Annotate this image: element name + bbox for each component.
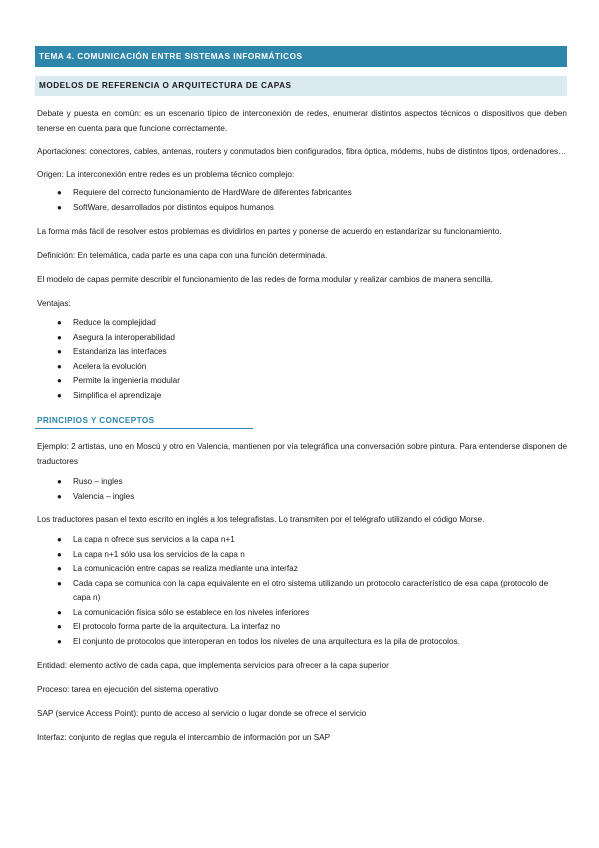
list-item: ● La comunicación física sólo se establece en los niveles inferiores [35, 606, 567, 621]
traductores-list [35, 475, 567, 504]
list-item: ● Requiere del correcto funcionamiento de HardWare de diferentes fabricantes [35, 186, 567, 201]
list-item: ● Simplifica el aprendizaje [35, 389, 567, 404]
bullet-icon: ● [57, 318, 62, 327]
list-item: ● Reduce la complejidad [35, 316, 567, 331]
bullet-icon: ● [57, 564, 62, 573]
paragraph-ejemplo: Ejemplo: 2 artistas, uno en Moscú y otro en Valencia, mantienen por vía telegráfica una conversación sobre pintura. Para entenderse disponen de traductores [37, 442, 567, 466]
bullet-icon: ● [57, 188, 62, 197]
paragraph-traductores: Los traductores pasan el texto escrito en inglés a los telegrafistas. Lo transmiten por el telégrafo utilizando el código Morse. [37, 515, 485, 524]
document-content [35, 46, 567, 745]
paragraph-modelo: El modelo de capas permite describir el funcionamiento de las redes de forma modular y realizar cambios de manera sencilla. [37, 275, 493, 284]
list-item: ● La capa n ofrece sus servicios a la capa n+1 [35, 533, 567, 548]
bullet-icon: ● [57, 332, 62, 342]
bullet-icon: ● [57, 361, 62, 371]
bullet-icon: ● [57, 535, 62, 544]
paragraph-interfaz: Interfaz: conjunto de reglas que regula el intercambio de información por un SAP [37, 733, 331, 742]
list-item: ● Ruso – ingles [35, 475, 567, 490]
bullet-icon: ● [57, 578, 62, 588]
list-item: ● La capa n+1 sólo usa los servicios de la capa n [35, 548, 567, 563]
list-item: ● Cada capa se comunica con la capa equivalente en el otro sistema utilizando un protocolo característico de esa capa (protocolo de capa n) [57, 578, 549, 602]
paragraph-origen: Origen: La interconexión entre redes es un problema técnico complejo: [37, 170, 295, 179]
paragraph-aportaciones: Aportaciones: conectores, cables, antenas, routers y conmutados bien configurados, fibra óptica, módems, hubs de distintos tipos, ordenadores… [37, 147, 567, 156]
paragraph-proceso: Proceso: tarea en ejecución del sistema operativo [37, 685, 219, 694]
paragraph-ventajas: Ventajas: [37, 299, 71, 308]
origen-list [35, 186, 567, 215]
subsection-heading: PRINCIPIOS Y CONCEPTOS [35, 416, 253, 429]
bullet-icon: ● [57, 477, 62, 486]
list-item: ● Acelera la evolución [35, 360, 567, 375]
bullet-icon: ● [57, 491, 62, 501]
bullet-icon: ● [57, 636, 62, 646]
ventajas-list [35, 316, 567, 403]
list-item: ● Valencia – ingles [35, 490, 567, 505]
bullet-icon: ● [57, 607, 62, 617]
list-item: ● Permite la ingeniería modular [35, 374, 567, 389]
paragraph-debate: Debate y puesta en común: es un escenario típico de interconexión de redes, enumerar distintos aspectos técnicos o dispositivos que deben tenerse en cuenta para que funcione correctamente. [37, 109, 567, 133]
paragraph-definicion: Definición: En telemática, cada parte es una capa con una función determinada. [37, 251, 328, 260]
bullet-icon: ● [57, 390, 62, 400]
bullet-icon: ● [57, 549, 62, 559]
list-item: ● La comunicación entre capas se realiza mediante una interfaz [35, 562, 567, 577]
chapter-title: TEMA 4. COMUNICACIÓN ENTRE SISTEMAS INFORMÁTICOS [35, 46, 567, 67]
capas-list [35, 533, 567, 649]
list-item: ● El protocolo forma parte de la arquitectura. La interfaz no [35, 620, 567, 635]
bullet-icon: ● [57, 376, 62, 385]
paragraph-sap: SAP (service Access Point): punto de acceso al servicio o lugar donde se ofrece el servicio [37, 709, 367, 718]
bullet-icon: ● [57, 202, 62, 212]
paragraph-forma: La forma más fácil de resolver estos problemas es dividirlos en partes y ponerse de acuerdo en estandarizar su funcionamiento. [37, 227, 502, 236]
section-heading: MODELOS DE REFERENCIA O ARQUITECTURA DE CAPAS [35, 76, 567, 96]
list-item: ● SoftWare, desarrollados por distintos equipos humanos [35, 201, 567, 216]
list-item: ● Estandariza las interfaces [35, 345, 567, 360]
list-item: ● El conjunto de protocolos que interoperan en todos los niveles de una arquitectura es la pila de protocolos. [35, 635, 567, 650]
bullet-icon: ● [57, 347, 62, 356]
list-item: ● Asegura la interoperabilidad [35, 331, 567, 346]
paragraph-entidad: Entidad: elemento activo de cada capa, que implementa servicios para ofrecer a la capa superior [37, 661, 389, 670]
bullet-icon: ● [57, 622, 62, 631]
